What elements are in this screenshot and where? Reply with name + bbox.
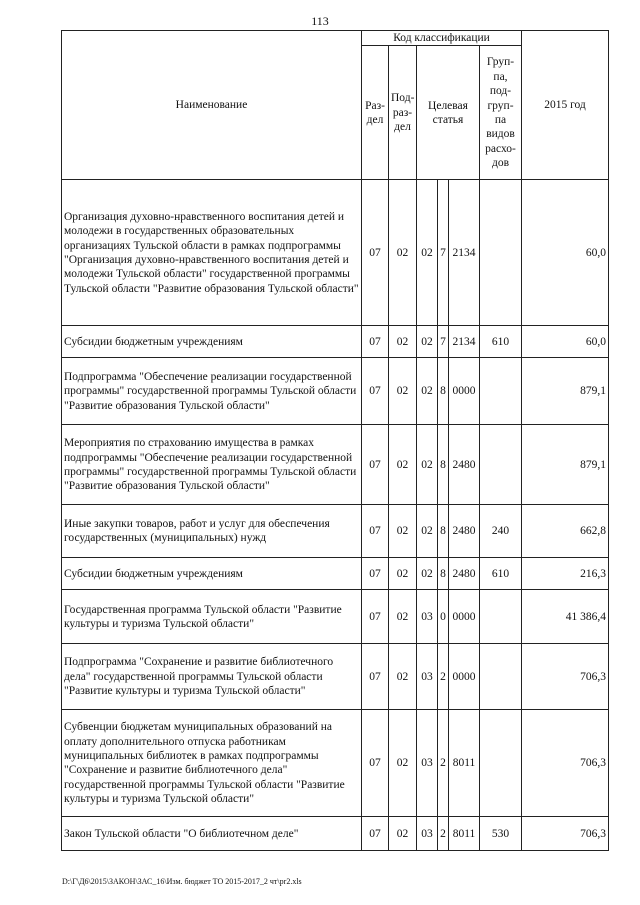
row-target-subprogram: 2: [438, 710, 449, 817]
row-name: Закон Тульской области "О библиотечном деле": [62, 817, 362, 851]
row-subsection: 02: [389, 710, 417, 817]
row-subsection: 02: [389, 180, 417, 326]
row-section: 07: [362, 558, 389, 590]
row-target-program: 02: [417, 558, 438, 590]
table-row: [62, 644, 609, 710]
page-number: 113: [311, 14, 329, 28]
row-target-direction: 2134: [449, 326, 480, 358]
table-body: [62, 180, 609, 851]
row-target-direction: 2480: [449, 558, 480, 590]
row-expense-group: [480, 590, 522, 644]
row-amount: 60,0: [522, 180, 609, 326]
table-row: [62, 180, 609, 326]
row-name: Подпрограмма "Сохранение и развитие библиотечного дела" государственной программы Тульской области "Развитие культуры и туризма Тульской области": [62, 644, 362, 710]
row-expense-group: [480, 180, 522, 326]
row-amount: 706,3: [522, 644, 609, 710]
table-row: [62, 558, 609, 590]
row-name: Иные закупки товаров, работ и услуг для обеспечения государственных (муниципальных) нужд: [62, 505, 362, 558]
row-subsection: 02: [389, 817, 417, 851]
row-section: 07: [362, 326, 389, 358]
row-target-subprogram: 8: [438, 558, 449, 590]
row-name: Организация духовно-нравственного воспитания детей и молодежи в государственных образовательных организациях Тульской области в рамках подпрограммы "Организация духовно-нравственного воспитания детей и молодежи Тульской области" государственной программы Тульской области "Развитие образования Тульской области": [62, 180, 362, 326]
row-target-subprogram: 2: [438, 817, 449, 851]
row-target-program: 03: [417, 817, 438, 851]
row-amount: 879,1: [522, 358, 609, 425]
row-target-direction: 0000: [449, 590, 480, 644]
row-target-subprogram: 8: [438, 358, 449, 425]
row-subsection: 02: [389, 425, 417, 505]
table-row: [62, 590, 609, 644]
row-name: Субсидии бюджетным учреждениям: [62, 558, 362, 590]
row-subsection: 02: [389, 590, 417, 644]
header-subsection: Под- раз- дел: [389, 46, 417, 180]
header-classification: Код классификации: [362, 31, 522, 46]
row-expense-group: [480, 358, 522, 425]
row-section: 07: [362, 180, 389, 326]
row-expense-group: 240: [480, 505, 522, 558]
row-expense-group: [480, 644, 522, 710]
row-target-subprogram: 2: [438, 644, 449, 710]
row-target-program: 03: [417, 590, 438, 644]
row-subsection: 02: [389, 358, 417, 425]
row-name: Государственная программа Тульской области "Развитие культуры и туризма Тульской области": [62, 590, 362, 644]
row-subsection: 02: [389, 326, 417, 358]
row-target-subprogram: 7: [438, 326, 449, 358]
row-target-program: 02: [417, 180, 438, 326]
row-target-subprogram: 7: [438, 180, 449, 326]
row-target-program: 03: [417, 710, 438, 817]
row-expense-group: 610: [480, 326, 522, 358]
table-row: [62, 817, 609, 851]
row-subsection: 02: [389, 505, 417, 558]
header-year: 2015 год: [522, 31, 609, 180]
row-name: Субвенции бюджетам муниципальных образований на оплату дополнительного отпуска работникам муниципальных библиотек в рамках подпрограммы "Сохранение и развитие библиотечного дела" государственной программы Тульской области "Развитие культуры и туризма Тульской области": [62, 710, 362, 817]
row-section: 07: [362, 425, 389, 505]
table-row: [62, 358, 609, 425]
row-amount: 706,3: [522, 710, 609, 817]
row-amount: 662,8: [522, 505, 609, 558]
row-target-direction: 8011: [449, 817, 480, 851]
row-target-program: 02: [417, 326, 438, 358]
row-section: 07: [362, 358, 389, 425]
row-target-direction: 2480: [449, 505, 480, 558]
header-expense-group: Груп- па, под- груп- па видов расхо- дов: [480, 46, 522, 180]
table-row: [62, 505, 609, 558]
row-expense-group: [480, 710, 522, 817]
row-target-direction: 8011: [449, 710, 480, 817]
row-target-program: 02: [417, 358, 438, 425]
table-row: [62, 326, 609, 358]
row-target-program: 02: [417, 505, 438, 558]
row-amount: 41 386,4: [522, 590, 609, 644]
row-name: Субсидии бюджетным учреждениям: [62, 326, 362, 358]
row-section: 07: [362, 505, 389, 558]
row-expense-group: 610: [480, 558, 522, 590]
row-amount: 879,1: [522, 425, 609, 505]
table-row: [62, 710, 609, 817]
row-target-program: 02: [417, 425, 438, 505]
row-target-direction: 2480: [449, 425, 480, 505]
row-amount: 60,0: [522, 326, 609, 358]
row-expense-group: 530: [480, 817, 522, 851]
row-subsection: 02: [389, 558, 417, 590]
row-target-direction: 2134: [449, 180, 480, 326]
row-target-subprogram: 0: [438, 590, 449, 644]
row-target-program: 03: [417, 644, 438, 710]
header-target-item: Целевая статья: [417, 46, 480, 180]
row-section: 07: [362, 644, 389, 710]
file-path-footer: D:\Г\Д6\2015\ЗАКОН\ЗАС_16\Изм. бюджет ТО 2015-2017_2 чт\pr2.xls: [62, 877, 302, 886]
budget-table: [61, 30, 609, 851]
row-target-subprogram: 8: [438, 425, 449, 505]
row-target-direction: 0000: [449, 644, 480, 710]
row-section: 07: [362, 817, 389, 851]
row-amount: 216,3: [522, 558, 609, 590]
row-section: 07: [362, 710, 389, 817]
row-target-subprogram: 8: [438, 505, 449, 558]
row-target-direction: 0000: [449, 358, 480, 425]
row-section: 07: [362, 590, 389, 644]
row-name: Подпрограмма "Обеспечение реализации государственной программы" государственной программы Тульской области "Развитие образования Тульской области": [62, 358, 362, 425]
row-amount: 706,3: [522, 817, 609, 851]
row-expense-group: [480, 425, 522, 505]
header-name: Наименование: [62, 31, 362, 180]
row-subsection: 02: [389, 644, 417, 710]
table-row: [62, 425, 609, 505]
header-section: Раз- дел: [362, 46, 389, 180]
row-name: Мероприятия по страхованию имущества в рамках подпрограммы "Обеспечение реализации государственной программы" государственной программы Тульской области "Развитие образования Тульской области": [62, 425, 362, 505]
